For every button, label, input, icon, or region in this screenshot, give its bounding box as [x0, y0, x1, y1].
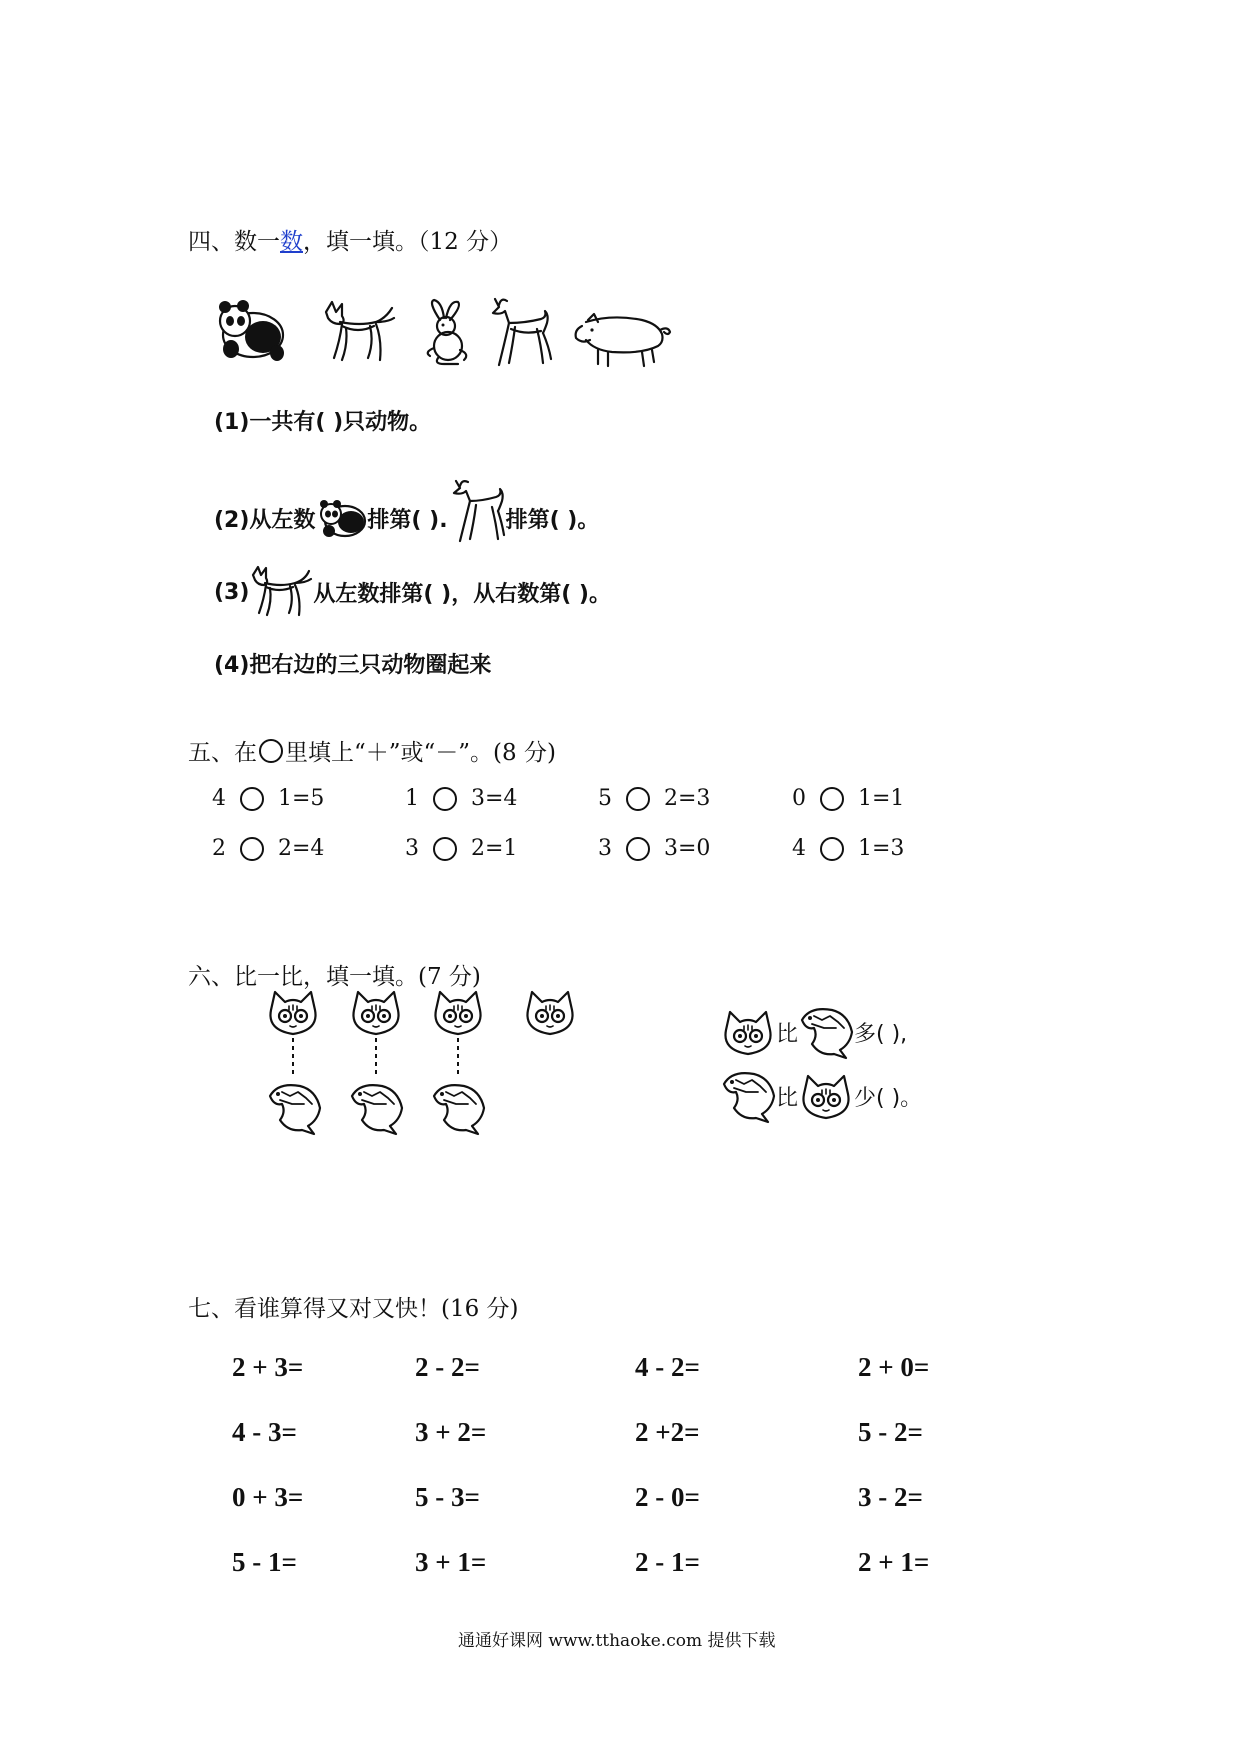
section4-heading-post: ，填一填。（12 分） [303, 229, 513, 255]
fish-icon [352, 1085, 402, 1134]
equation-right: 3=4 [471, 786, 518, 811]
calc-r2-c4: 5 - 2= [858, 1417, 923, 1447]
calc-r1-c1: 2 + 3= [232, 1352, 304, 1382]
question-4-3-part-a: (3) [214, 579, 250, 605]
equation-right: 1=1 [858, 786, 905, 811]
panda-icon [315, 497, 367, 539]
answer-circle[interactable] [433, 837, 457, 861]
equation-r2-c1 [212, 836, 324, 861]
panda-icon [215, 295, 287, 363]
pig-icon [572, 312, 672, 370]
answer-circle[interactable] [626, 837, 650, 861]
compare-word: 比 [776, 1085, 799, 1111]
equation-left: 3 [405, 836, 419, 861]
compare-answer: 少( )。 [854, 1085, 923, 1111]
question-4-2-part-c: 排第( )。 [505, 507, 600, 533]
equation-left: 3 [598, 836, 612, 861]
equation-left: 0 [792, 786, 806, 811]
question-4-4: (4)把右边的三只动物圈起来 [214, 653, 492, 678]
calc-r1-c4: 2 + 0= [858, 1352, 930, 1382]
calc-r2-c2: 3 + 2= [415, 1417, 487, 1447]
cat-icon [435, 992, 480, 1034]
answer-circle[interactable] [820, 787, 844, 811]
equation-right: 2=3 [664, 786, 711, 811]
equation-r1-c4 [792, 786, 904, 811]
question-4-3 [214, 565, 611, 619]
equation-r1-c3 [598, 786, 710, 811]
section5-heading [188, 734, 556, 767]
calc-r4-c4: 2 + 1= [858, 1547, 930, 1577]
cat-icon [353, 992, 398, 1034]
fish-icon [798, 1004, 854, 1060]
question-4-3-part-b: 从左数排第( )，从右数第( )。 [313, 581, 611, 607]
cat-icon [720, 1008, 776, 1056]
fox-icon [320, 300, 396, 366]
answer-circle[interactable] [626, 787, 650, 811]
calc-r3-c1: 0 + 3= [232, 1482, 304, 1512]
fish-icon [270, 1085, 320, 1134]
calc-r3-c3: 2 - 0= [635, 1482, 700, 1512]
calc-r4-c2: 3 + 1= [415, 1547, 487, 1577]
calc-r4-c3: 2 - 1= [635, 1547, 700, 1577]
compare-word: 比 [776, 1021, 799, 1047]
equation-left: 2 [212, 836, 226, 861]
section5-heading-pre: 五、在 [188, 740, 257, 766]
fish-icon [434, 1085, 484, 1134]
answer-circle[interactable] [820, 837, 844, 861]
fish-icon [720, 1068, 776, 1124]
calc-r2-c3: 2 +2= [635, 1417, 700, 1447]
calc-r4-c1: 5 - 1= [232, 1547, 297, 1577]
equation-left: 4 [212, 786, 226, 811]
compare-answer: 多( ), [854, 1021, 908, 1047]
calc-r3-c2: 5 - 3= [415, 1482, 480, 1512]
equation-r2-c3 [598, 836, 710, 861]
equation-r2-c4 [792, 836, 904, 861]
cat-fish-figure [262, 990, 592, 1140]
calc-r1-c3: 4 - 2= [635, 1352, 700, 1382]
section4-heading [188, 223, 512, 256]
equation-right: 1=3 [858, 836, 905, 861]
cat-icon [798, 1072, 854, 1120]
deer-icon [485, 293, 553, 369]
rabbit-icon [420, 298, 476, 368]
question-4-2-part-b: 排第( ). [367, 507, 448, 533]
equation-r2-c2 [405, 836, 517, 861]
compare-sentence-1 [720, 1004, 907, 1060]
equation-right: 2=1 [471, 836, 518, 861]
cat-icon [527, 992, 572, 1034]
calc-r3-c4: 3 - 2= [858, 1482, 923, 1512]
section5-heading-post: 里填上“＋”或“－”。(8 分) [285, 740, 556, 766]
equation-left: 4 [792, 836, 806, 861]
calc-r1-c2: 2 - 2= [415, 1352, 480, 1382]
equation-left: 5 [598, 786, 612, 811]
section7-heading: 七、看谁算得又对又快！(16 分) [188, 1296, 519, 1322]
cat-icon [270, 992, 315, 1034]
equation-r1-c2 [405, 786, 517, 811]
answer-circle[interactable] [240, 837, 264, 861]
equation-right: 3=0 [664, 836, 711, 861]
answer-circle[interactable] [240, 787, 264, 811]
equation-left: 1 [405, 786, 419, 811]
section4-heading-link[interactable]: 数 [280, 229, 303, 255]
page-footer: 通通好课网 www.tthaoke.com 提供下载 [458, 1631, 776, 1651]
calc-r2-c1: 4 - 3= [232, 1417, 297, 1447]
question-4-1: (1)一共有( )只动物。 [214, 410, 432, 435]
question-4-2 [214, 491, 599, 545]
answer-circle[interactable] [433, 787, 457, 811]
section4-heading-pre: 四、数一 [188, 229, 280, 255]
section6-heading: 六、比一比，填一填。(7 分) [188, 964, 481, 990]
equation-right: 1=5 [278, 786, 325, 811]
deer-icon [448, 475, 506, 545]
circle-icon [259, 739, 283, 763]
fox-icon [249, 565, 313, 619]
question-4-2-part-a: (2)从左数 [214, 507, 316, 533]
equation-right: 2=4 [278, 836, 325, 861]
equation-r1-c1 [212, 786, 324, 811]
compare-sentence-2 [720, 1068, 922, 1124]
